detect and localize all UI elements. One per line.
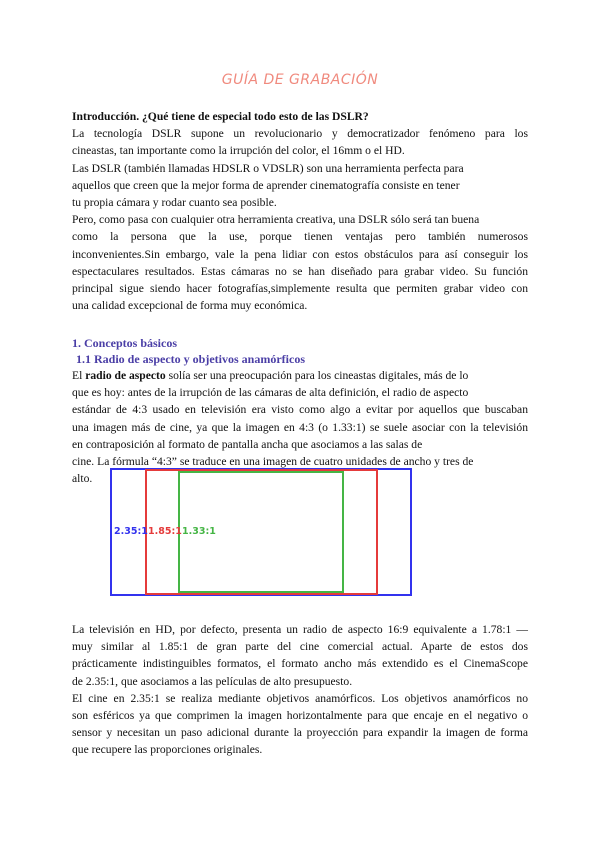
paragraph-line: Pero, como pasa con cualquier otra herramienta creativa, una DSLR sólo será tan buena (72, 213, 480, 227)
label-185: 1.85:1 (148, 526, 182, 537)
paragraph-line: son esféricos ya que comprimen la imagen horizontalmente para que encaje en el negativo o (72, 709, 528, 723)
intro-section (72, 108, 528, 314)
intro-heading: Introducción. ¿Qué tiene de especial todo esto de las DSLR? (72, 110, 369, 123)
paragraph-line: espectaculares resultados. Estas cámaras no se han diseñado para grabar video. Su función (72, 264, 528, 278)
paragraph-line: en contraposición al formato de pantalla ancha que asociamos a las salas de (72, 437, 423, 451)
paragraph-line: cineastas, tan importante como la irrupción del color, el 16mm o el HD. (72, 144, 405, 158)
paragraph-line: El cine en 2.35:1 se realiza mediante objetivos anamórficos. Los objetivos anamórficos no (72, 691, 528, 705)
paragraph-line: tu propia cámara y rodar cuanto sea posible. (72, 196, 277, 210)
paragraph-line: estándar de 4:3 usado en televisión era visto como algo a evitar por aquellos que buscaban (72, 403, 528, 417)
paragraph-line: La tecnología DSLR supone un revolucionario y democratizador fenómeno para los (72, 127, 528, 141)
paragraph-line: alto. (72, 472, 93, 486)
paragraph-line: una imagen más de cine, ya que la imagen en 4:3 (o 1.33:1) se suele asociar con la televisión (72, 420, 528, 434)
paragraph-line: La televisión en HD, por defecto, presenta un radio de aspecto 16:9 equivalente a 1.78:1 — (72, 623, 528, 636)
paragraph-line: cine. La fórmula “4:3” se traduce en una imagen de cuatro unidades de ancho y tres de (72, 455, 474, 469)
paragraph-line (72, 367, 528, 384)
section-title: 1. Conceptos básicos (72, 336, 178, 350)
page-title: GUÍA DE GRABACIÓN (221, 72, 379, 88)
paragraph-line: una calidad excepcional de forma muy económica. (72, 299, 308, 313)
paragraph-line: aquellos que creen que la mejor forma de aprender cinematografía consiste en tener (72, 178, 460, 192)
paragraph-line: principal sigue siendo hacer fotografías,simplemente resulta que permiten grabar video con (72, 282, 528, 296)
label-133: 1.33:1 (182, 526, 216, 537)
subsection-title: 1.1 Radio de aspecto y objetivos anamórficos (76, 352, 305, 366)
paragraph-line: Las DSLR (también llamadas HDSLR o VDSLR) son una herramienta perfecta para (72, 161, 464, 175)
text-span: El (72, 369, 86, 382)
paragraph-line: que recupere las proporciones originales. (72, 743, 263, 757)
label-235: 2.35:1 (114, 526, 148, 537)
paragraph-line: como la persona que la use, porque tienen ventajas pero también numerosos (72, 230, 528, 244)
paragraph-line: de 2.35:1, que asociamos a las películas de alto presupuesto. (72, 674, 353, 688)
keyword-radio-de-aspecto: radio de aspecto (85, 369, 166, 382)
hd-section-body (72, 621, 528, 759)
paragraph-line: que es hoy: antes de la irrupción de las cámaras de alta definición, el radio de aspecto (72, 386, 469, 400)
paragraph-line: sensor y necesitan un paso adicional durante la proyección para expandir la imagen de forma (72, 726, 528, 740)
paragraph-line: prácticamente indistinguibles formatos, el formato ancho más extendido es el CinemaScope (72, 657, 528, 671)
paragraph-line: inconvenientes.Sin embargo, vale la pena lidiar con estos obstáculos para así conseguir los (72, 247, 528, 261)
text-span: solía ser una preocupación para los cineastas digitales, más de lo (165, 369, 469, 382)
paragraph-line: muy similar al 1.85:1 de gran parte del cine comercial actual. Aparte de estos dos (72, 640, 528, 654)
